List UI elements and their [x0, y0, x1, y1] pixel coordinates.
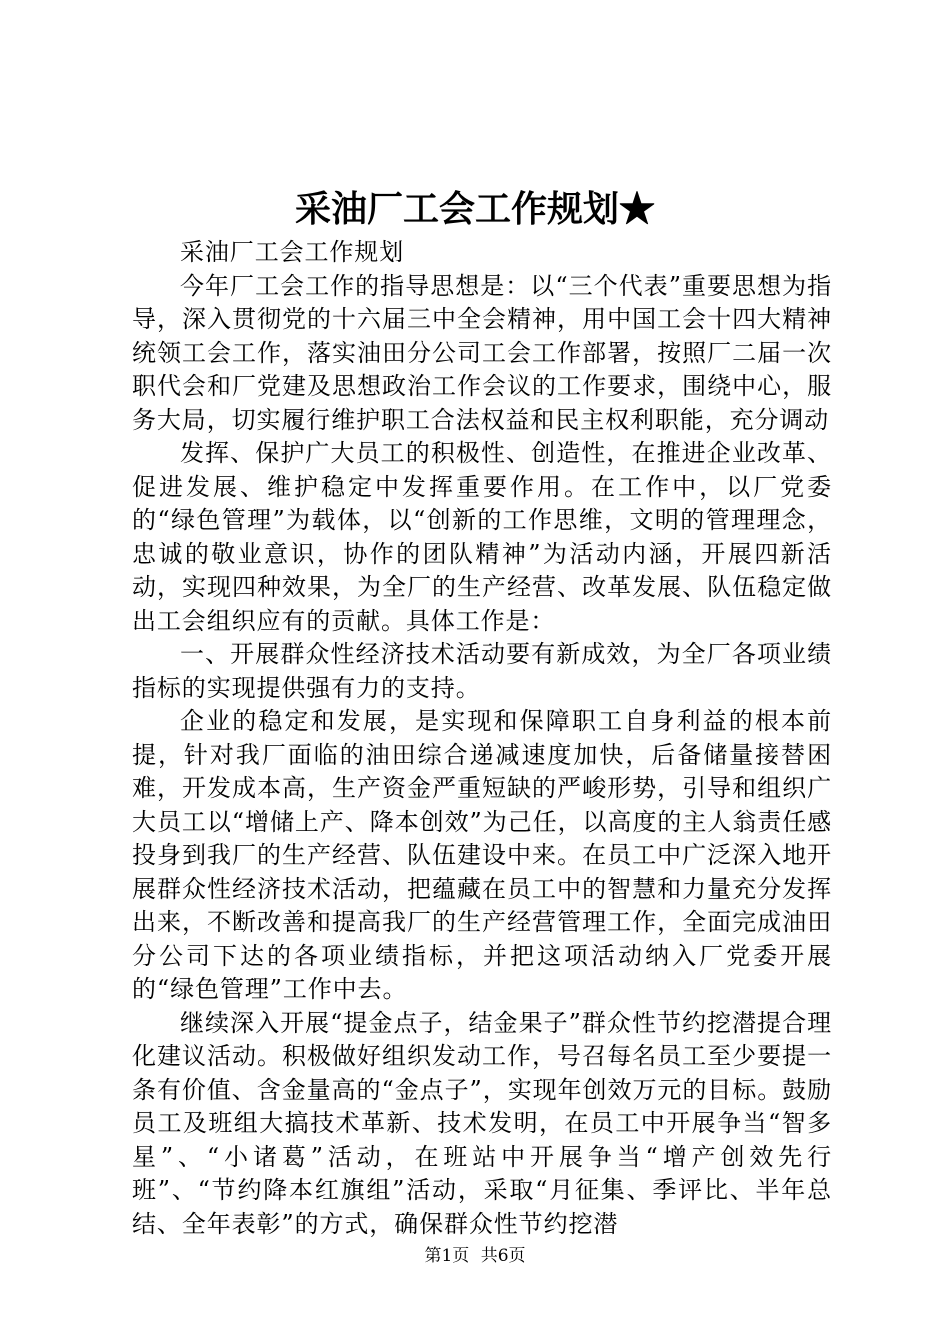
paragraph-subtitle: 采油厂工会工作规划 [180, 238, 405, 266]
document-body [132, 236, 832, 1241]
paragraph-guiding-ideology: 今年厂工会工作的指导思想是：以“三个代表”重要思想为指导，深入贯彻党的十六届三中全会精神，用中国工会十四大精神统领工会工作，落实油田分公司工会工作部署，按照厂二届一次职代会和厂党建及思想政治工作会议的工作要求，围绕中心，服务大局，切实履行维护职工合法权益和民主权利职能，充分调动 [132, 271, 832, 434]
document-title: 采油厂工会工作规划★ [294, 188, 655, 230]
paragraph-section-one-heading: 一、开展群众性经济技术活动要有新成效，为全厂各项业绩指标的实现提供强有力的支持。 [132, 640, 832, 702]
page-footer: 第1页 共6页 [424, 1246, 526, 1266]
paragraph-enterprise-stability: 企业的稳定和发展，是实现和保障职工自身利益的根本前提，针对我厂面临的油田综合递减速度加快，后备储量接替困难，开发成本高，生产资金严重短缺的严峻形势，引导和组织广大员工以“增储上产、降本创效”为己任，以高度的主人翁责任感投身到我厂的生产经营、队伍建设中来。在员工中广泛深入地开展群众性经济技术活动，把蕴藏在员工中的智慧和力量充分发挥出来，不断改善和提高我厂的生产经营管理工作，全面完成油田分公司下达的各项业绩指标，并把这项活动纳入厂党委开展的“绿色管理”工作中去。 [132, 707, 832, 1003]
paragraph-role-of-union: 发挥、保护广大员工的积极性、创造性，在推进企业改革、促进发展、维护稳定中发挥重要作用。在工作中，以厂党委的“绿色管理”为载体，以“创新的工作思维，文明的管理理念，忠诚的敬业意识，协作的团队精神”为活动内涵，开展四新活动，实现四种效果，为全厂的生产经营、改革发展、队伍稳定做出工会组织应有的贡献。具体工作是： [132, 439, 832, 635]
paragraph-golden-ideas-campaign: 继续深入开展“提金点子，结金果子”群众性节约挖潜提合理化建议活动。积极做好组织发动工作，号召每名员工至少要提一条有价值、含金量高的“金点子”，实现年创效万元的目标。鼓励员工及班组大搞技术革新、技术发明，在员工中开展争当“智多星”、“小诸葛”活动，在班站中开展争当“增产创效先行班”、“节约降本红旗组”活动，采取“月征集、季评比、半年总结、全年表彰”的方式，确保群众性节约挖潜 [132, 1008, 832, 1238]
